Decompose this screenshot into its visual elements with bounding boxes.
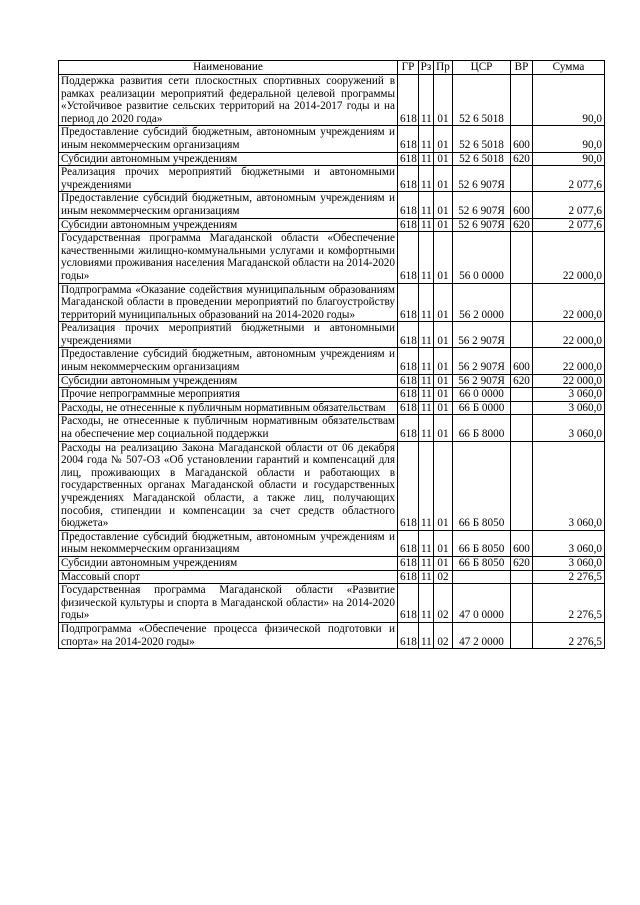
table-row xyxy=(59,556,605,570)
row-sum: 90,0 xyxy=(533,152,605,166)
row-name: Поддержка развития сети плоскостных спортивных сооружений в рамках реализации мероприятий федеральной целевой программы «Устойчивое развитие сельских территорий на 2014-2017 годы и на период до 2020 года» xyxy=(59,75,398,126)
table-row xyxy=(59,192,605,218)
row-gr: 618 xyxy=(398,75,419,126)
row-name: Субсидии автономным учреждениям xyxy=(59,374,398,388)
row-gr: 618 xyxy=(398,441,419,530)
row-csr: 66 Б 8050 xyxy=(453,530,511,556)
row-pr: 01 xyxy=(434,530,453,556)
row-vr xyxy=(511,75,533,126)
row-gr: 618 xyxy=(398,388,419,402)
row-sum: 3 060,0 xyxy=(533,530,605,556)
row-rz: 11 xyxy=(419,192,434,218)
row-csr: 56 2 907Я xyxy=(453,374,511,388)
row-pr: 02 xyxy=(434,570,453,584)
row-csr: 66 Б 8050 xyxy=(453,441,511,530)
row-gr: 618 xyxy=(398,415,419,441)
row-pr: 01 xyxy=(434,322,453,348)
row-vr: 620 xyxy=(511,218,533,232)
row-name: Предоставление субсидий бюджетным, автономным учреждениям и иным некоммерческим организациям xyxy=(59,530,398,556)
row-sum: 22 000,0 xyxy=(533,322,605,348)
row-rz: 11 xyxy=(419,166,434,192)
row-csr: 56 0 0000 xyxy=(453,232,511,283)
row-csr: 47 2 0000 xyxy=(453,622,511,648)
header-sum: Сумма xyxy=(533,61,605,75)
row-rz: 11 xyxy=(419,401,434,415)
table-row xyxy=(59,415,605,441)
row-gr: 618 xyxy=(398,166,419,192)
table-row xyxy=(59,622,605,648)
row-name: Субсидии автономным учреждениям xyxy=(59,152,398,166)
row-gr: 618 xyxy=(398,192,419,218)
row-pr: 01 xyxy=(434,415,453,441)
header-gr: ГР xyxy=(398,61,419,75)
row-sum: 90,0 xyxy=(533,75,605,126)
row-pr: 02 xyxy=(434,622,453,648)
row-vr xyxy=(511,441,533,530)
row-rz: 11 xyxy=(419,75,434,126)
row-rz: 11 xyxy=(419,374,434,388)
row-name: Государственная программа Магаданской области «Развитие физической культуры и спорта в Магаданской области» на 2014-2020 годы» xyxy=(59,584,398,623)
table-row xyxy=(59,126,605,152)
row-gr: 618 xyxy=(398,374,419,388)
row-csr: 52 6 5018 xyxy=(453,152,511,166)
row-rz: 11 xyxy=(419,441,434,530)
row-gr: 618 xyxy=(398,218,419,232)
row-pr: 02 xyxy=(434,584,453,623)
row-vr xyxy=(511,388,533,402)
table-row xyxy=(59,218,605,232)
row-csr: 66 Б 8000 xyxy=(453,415,511,441)
table-row xyxy=(59,152,605,166)
row-name: Подпрограмма «Оказание содействия муниципальным образованиям Магаданской области в проведении мероприятий по благоустройству территорий муниципальных образований на 2014-2020 годы» xyxy=(59,283,398,322)
row-rz: 11 xyxy=(419,152,434,166)
row-gr: 618 xyxy=(398,584,419,623)
table-row xyxy=(59,570,605,584)
row-name: Реализация прочих мероприятий бюджетными и автономными учреждениями xyxy=(59,322,398,348)
row-pr: 01 xyxy=(434,126,453,152)
row-csr: 56 2 907Я xyxy=(453,322,511,348)
row-pr: 01 xyxy=(434,388,453,402)
row-csr: 52 6 5018 xyxy=(453,126,511,152)
row-name: Расходы, не отнесенные к публичным нормативным обязательствам xyxy=(59,401,398,415)
row-pr: 01 xyxy=(434,192,453,218)
row-vr xyxy=(511,401,533,415)
row-gr: 618 xyxy=(398,570,419,584)
row-vr xyxy=(511,322,533,348)
row-rz: 11 xyxy=(419,556,434,570)
table-row xyxy=(59,441,605,530)
table-row xyxy=(59,584,605,623)
row-gr: 618 xyxy=(398,622,419,648)
header-pr: Пр xyxy=(434,61,453,75)
row-csr: 52 6 5018 xyxy=(453,75,511,126)
header-vr: ВР xyxy=(511,61,533,75)
header-csr: ЦСР xyxy=(453,61,511,75)
table-row xyxy=(59,322,605,348)
table-row xyxy=(59,374,605,388)
row-vr: 600 xyxy=(511,192,533,218)
table-row xyxy=(59,283,605,322)
row-name: Массовый спорт xyxy=(59,570,398,584)
row-vr: 600 xyxy=(511,348,533,374)
row-sum: 2 276,5 xyxy=(533,570,605,584)
table-body xyxy=(59,75,605,649)
row-pr: 01 xyxy=(434,218,453,232)
row-csr: 56 2 907Я xyxy=(453,348,511,374)
row-pr: 01 xyxy=(434,441,453,530)
row-pr: 01 xyxy=(434,401,453,415)
row-sum: 90,0 xyxy=(533,126,605,152)
table-row xyxy=(59,401,605,415)
row-gr: 618 xyxy=(398,322,419,348)
table-row xyxy=(59,348,605,374)
row-csr: 56 2 0000 xyxy=(453,283,511,322)
row-rz: 11 xyxy=(419,126,434,152)
row-pr: 01 xyxy=(434,75,453,126)
header-rz: Рз xyxy=(419,61,434,75)
row-sum: 2 276,5 xyxy=(533,584,605,623)
row-vr: 620 xyxy=(511,556,533,570)
row-rz: 11 xyxy=(419,232,434,283)
row-vr xyxy=(511,584,533,623)
row-name: Прочие непрограммные мероприятия xyxy=(59,388,398,402)
row-gr: 618 xyxy=(398,283,419,322)
table-row xyxy=(59,166,605,192)
row-name: Предоставление субсидий бюджетным, автономным учреждениям и иным некоммерческим организациям xyxy=(59,348,398,374)
row-pr: 01 xyxy=(434,152,453,166)
row-vr xyxy=(511,166,533,192)
row-csr: 52 6 907Я xyxy=(453,218,511,232)
row-sum: 22 000,0 xyxy=(533,374,605,388)
row-vr xyxy=(511,570,533,584)
row-gr: 618 xyxy=(398,530,419,556)
row-sum: 3 060,0 xyxy=(533,388,605,402)
row-gr: 618 xyxy=(398,126,419,152)
row-pr: 01 xyxy=(434,348,453,374)
row-sum: 2 077,6 xyxy=(533,166,605,192)
row-vr: 600 xyxy=(511,126,533,152)
row-sum: 2 077,6 xyxy=(533,192,605,218)
row-rz: 11 xyxy=(419,584,434,623)
row-csr xyxy=(453,570,511,584)
row-rz: 11 xyxy=(419,622,434,648)
row-gr: 618 xyxy=(398,401,419,415)
row-name: Реализация прочих мероприятий бюджетными и автономными учреждениями xyxy=(59,166,398,192)
row-sum: 22 000,0 xyxy=(533,348,605,374)
row-sum: 3 060,0 xyxy=(533,415,605,441)
row-gr: 618 xyxy=(398,556,419,570)
row-sum: 2 077,6 xyxy=(533,218,605,232)
row-name: Государственная программа Магаданской области «Обеспечение качественными жилищно-коммунальными услугами и комфортными условиями проживания населения Магаданской области на 2014-2020 годы» xyxy=(59,232,398,283)
row-name: Предоставление субсидий бюджетным, автономным учреждениям и иным некоммерческим организациям xyxy=(59,192,398,218)
row-gr: 618 xyxy=(398,348,419,374)
row-rz: 11 xyxy=(419,415,434,441)
row-csr: 52 6 907Я xyxy=(453,192,511,218)
row-name: Субсидии автономным учреждениям xyxy=(59,218,398,232)
table-row xyxy=(59,75,605,126)
row-vr: 600 xyxy=(511,530,533,556)
row-gr: 618 xyxy=(398,152,419,166)
row-name: Расходы на реализацию Закона Магаданской области от 06 декабря 2004 года № 507-ОЗ «Об установлении гарантий и компенсаций для лиц, проживающих в Магаданской области и работающих в государственных органах Магаданской области и государственных учреждениях Магаданской области, а также лиц, получающих пособия, стипендии и компенсации за счет средств областного бюджета» xyxy=(59,441,398,530)
row-name: Подпрограмма «Обеспечение процесса физической подготовки и спорта» на 2014-2020 годы» xyxy=(59,622,398,648)
row-rz: 11 xyxy=(419,530,434,556)
row-vr: 620 xyxy=(511,374,533,388)
row-rz: 11 xyxy=(419,388,434,402)
row-pr: 01 xyxy=(434,232,453,283)
row-csr: 66 Б 0000 xyxy=(453,401,511,415)
row-sum: 2 276,5 xyxy=(533,622,605,648)
row-pr: 01 xyxy=(434,166,453,192)
table-row xyxy=(59,530,605,556)
row-sum: 3 060,0 xyxy=(533,441,605,530)
row-rz: 11 xyxy=(419,283,434,322)
row-vr xyxy=(511,283,533,322)
row-vr xyxy=(511,415,533,441)
row-sum: 22 000,0 xyxy=(533,283,605,322)
row-rz: 11 xyxy=(419,322,434,348)
row-name: Расходы, не отнесенные к публичным нормативным обязательствам на обеспечение мер социальной поддержки xyxy=(59,415,398,441)
row-pr: 01 xyxy=(434,374,453,388)
row-vr xyxy=(511,622,533,648)
row-pr: 01 xyxy=(434,556,453,570)
row-csr: 47 0 0000 xyxy=(453,584,511,623)
table-row xyxy=(59,232,605,283)
row-csr: 52 6 907Я xyxy=(453,166,511,192)
table-row xyxy=(59,388,605,402)
row-gr: 618 xyxy=(398,232,419,283)
row-sum: 3 060,0 xyxy=(533,556,605,570)
row-sum: 3 060,0 xyxy=(533,401,605,415)
budget-page xyxy=(58,60,604,649)
row-pr: 01 xyxy=(434,283,453,322)
row-sum: 22 000,0 xyxy=(533,232,605,283)
row-name: Предоставление субсидий бюджетным, автономным учреждениям и иным некоммерческим организациям xyxy=(59,126,398,152)
row-vr xyxy=(511,232,533,283)
table-header-row xyxy=(59,61,605,75)
row-vr: 620 xyxy=(511,152,533,166)
row-rz: 11 xyxy=(419,218,434,232)
budget-table xyxy=(58,60,605,649)
header-name: Наименование xyxy=(59,61,398,75)
row-name: Субсидии автономным учреждениям xyxy=(59,556,398,570)
row-csr: 66 Б 8050 xyxy=(453,556,511,570)
row-rz: 11 xyxy=(419,570,434,584)
row-rz: 11 xyxy=(419,348,434,374)
row-csr: 66 0 0000 xyxy=(453,388,511,402)
